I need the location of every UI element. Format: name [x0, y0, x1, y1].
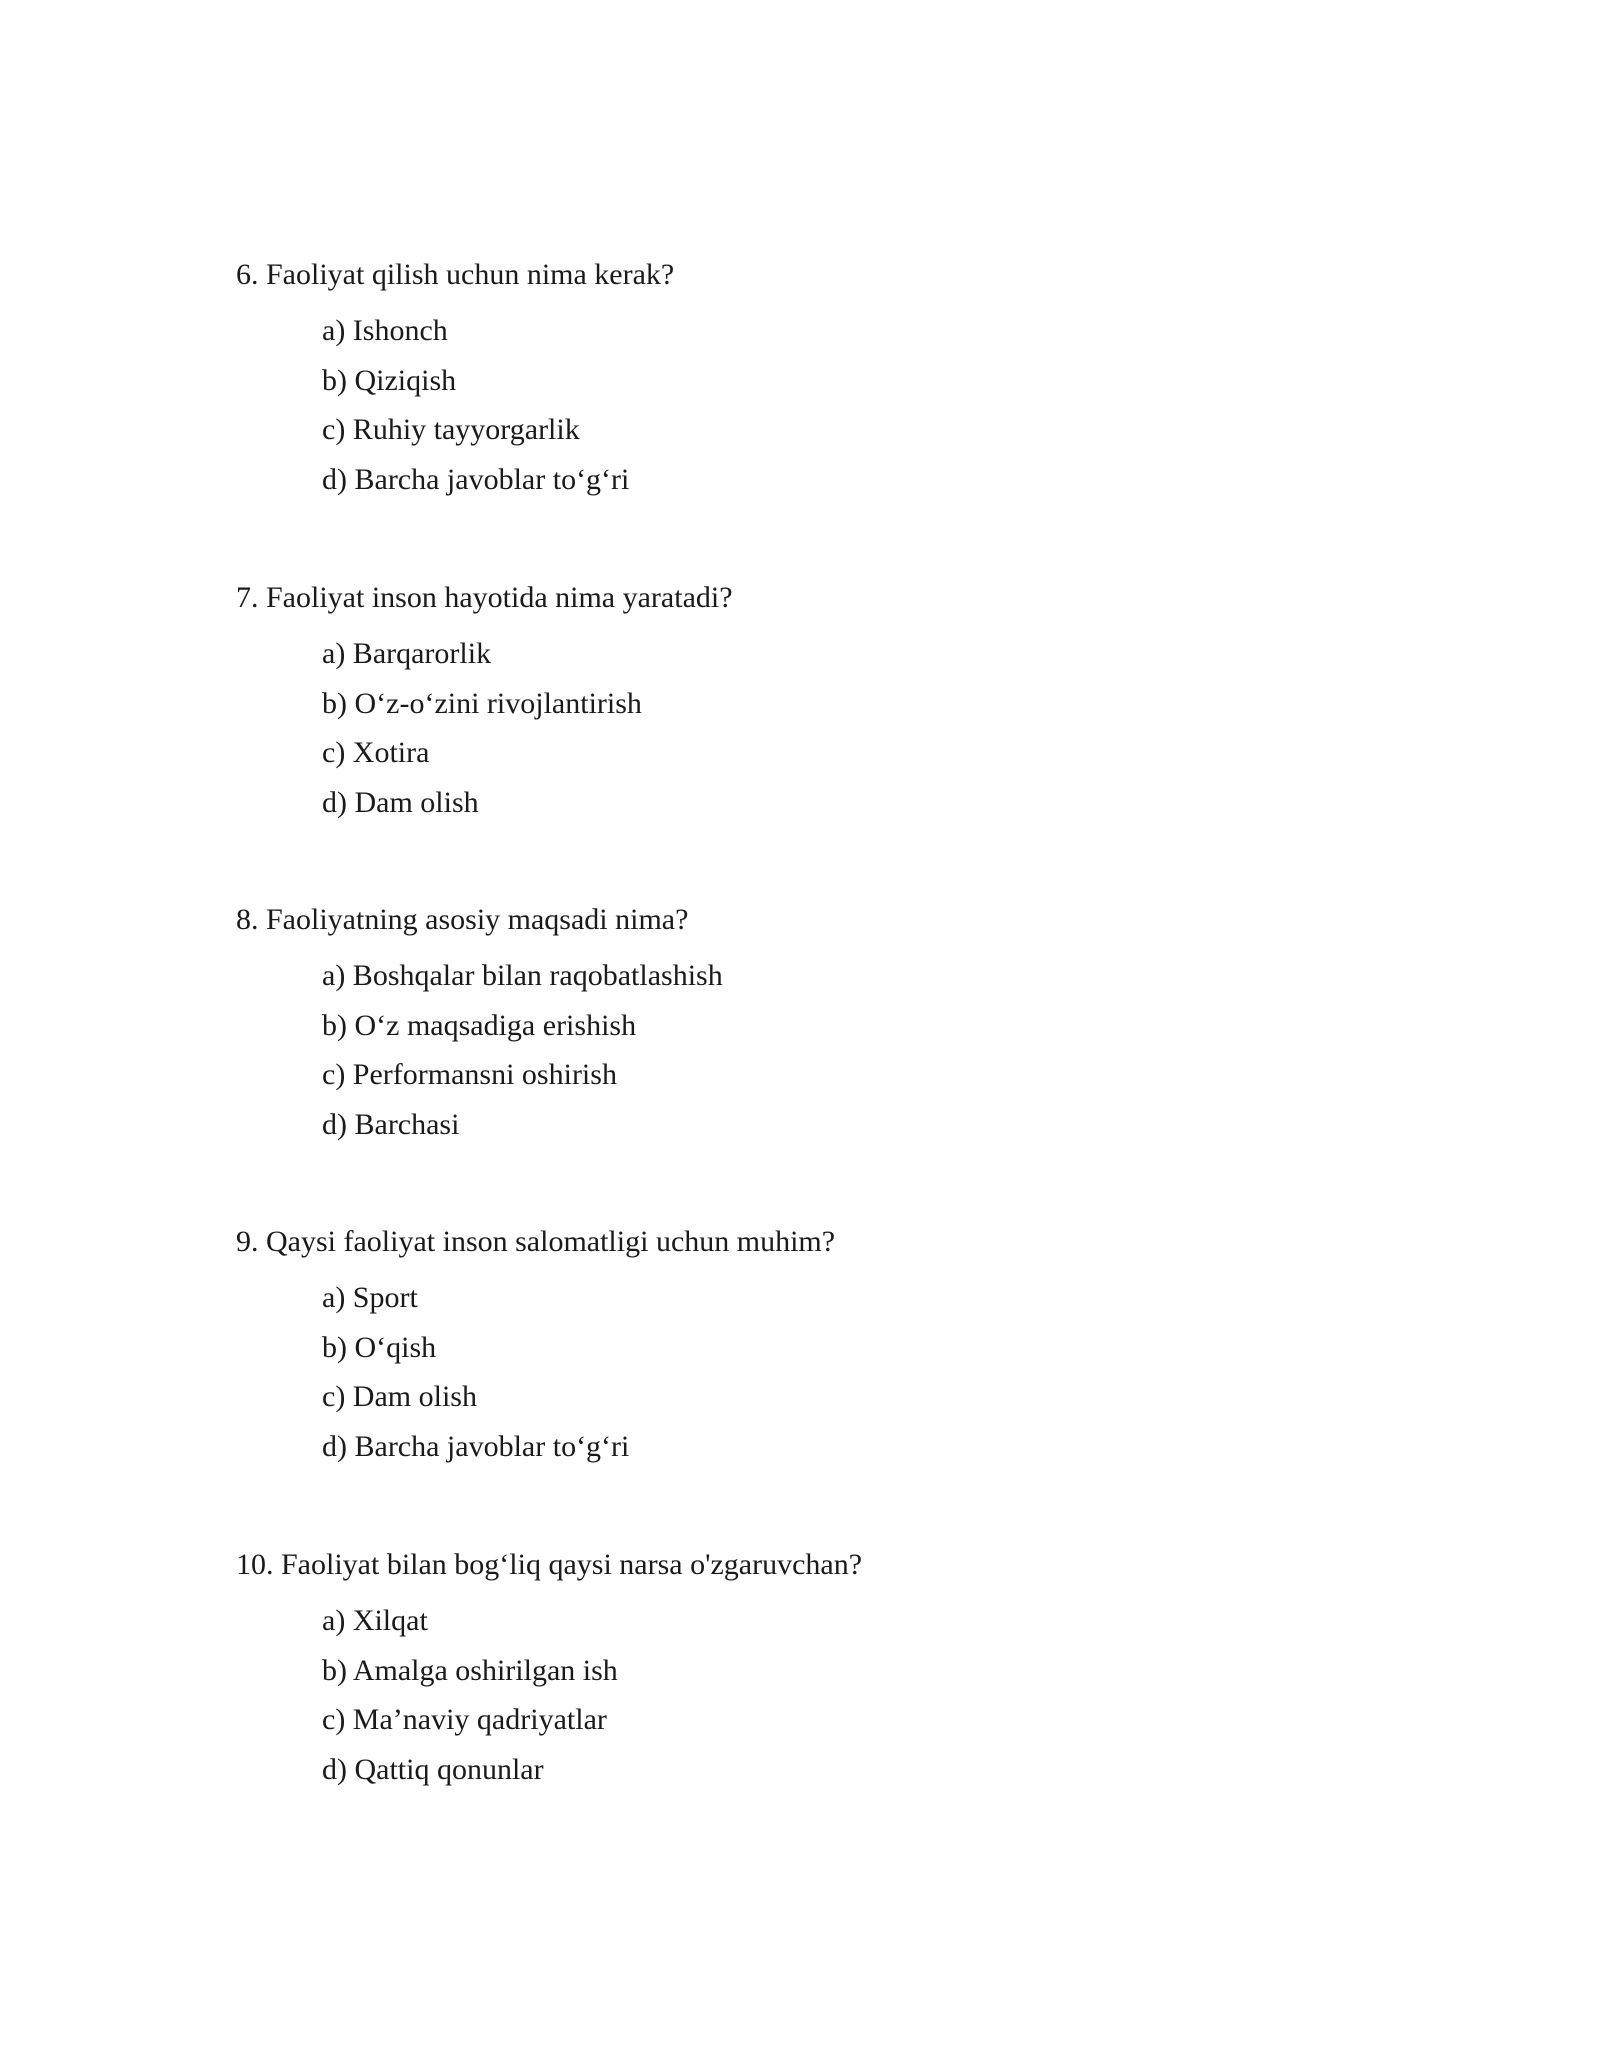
option-a: a) Ishonch [322, 314, 448, 347]
option-a: a) Sport [322, 1281, 418, 1314]
question-6 [236, 255, 1436, 509]
question-8 [236, 900, 1436, 1154]
options-list [322, 311, 1436, 509]
question-title: 6. Faoliyat qilish uchun nima kerak? [236, 258, 675, 291]
option-b: b) Qiziqish [322, 363, 457, 397]
option-d: d) Barchasi [322, 1107, 460, 1141]
question-title: 8. Faoliyatning asosiy maqsadi nima? [236, 903, 689, 936]
option-b: b) Amalga oshirilgan ish [322, 1653, 618, 1687]
option-c: c) Ruhiy tayyorgarlik [322, 413, 580, 446]
option-b: b) O‘qish [322, 1330, 437, 1364]
options-list [322, 1601, 1436, 1799]
option-d: d) Dam olish [322, 785, 479, 819]
question-7 [236, 578, 1436, 832]
option-c: c) Dam olish [322, 1380, 477, 1413]
option-d: d) Barcha javoblar to‘g‘ri [322, 1429, 630, 1463]
options-list [322, 1278, 1436, 1476]
options-list [322, 956, 1436, 1154]
question-title: 7. Faoliyat inson hayotida nima yaratadi? [236, 581, 733, 614]
option-c: c) Performansni oshirish [322, 1058, 617, 1091]
option-c: c) Xotira [322, 736, 430, 769]
option-b: b) O‘z maqsadiga erishish [322, 1008, 637, 1042]
option-a: a) Boshqalar bilan raqobatlashish [322, 959, 723, 992]
option-d: d) Barcha javoblar to‘g‘ri [322, 462, 630, 496]
options-list [322, 634, 1436, 832]
question-9 [236, 1222, 1436, 1476]
option-a: a) Xilqat [322, 1604, 428, 1637]
option-c: c) Ma’naviy qadriyatlar [322, 1703, 607, 1736]
question-title: 9. Qaysi faoliyat inson salomatligi uchun muhim? [236, 1225, 836, 1258]
question-10 [236, 1545, 1436, 1799]
option-a: a) Barqarorlik [322, 637, 492, 670]
option-d: d) Qattiq qonunlar [322, 1752, 544, 1786]
question-title: 10. Faoliyat bilan bog‘liq qaysi narsa o'zgaruvchan? [236, 1548, 863, 1581]
option-b: b) O‘z-o‘zini rivojlantirish [322, 686, 642, 720]
